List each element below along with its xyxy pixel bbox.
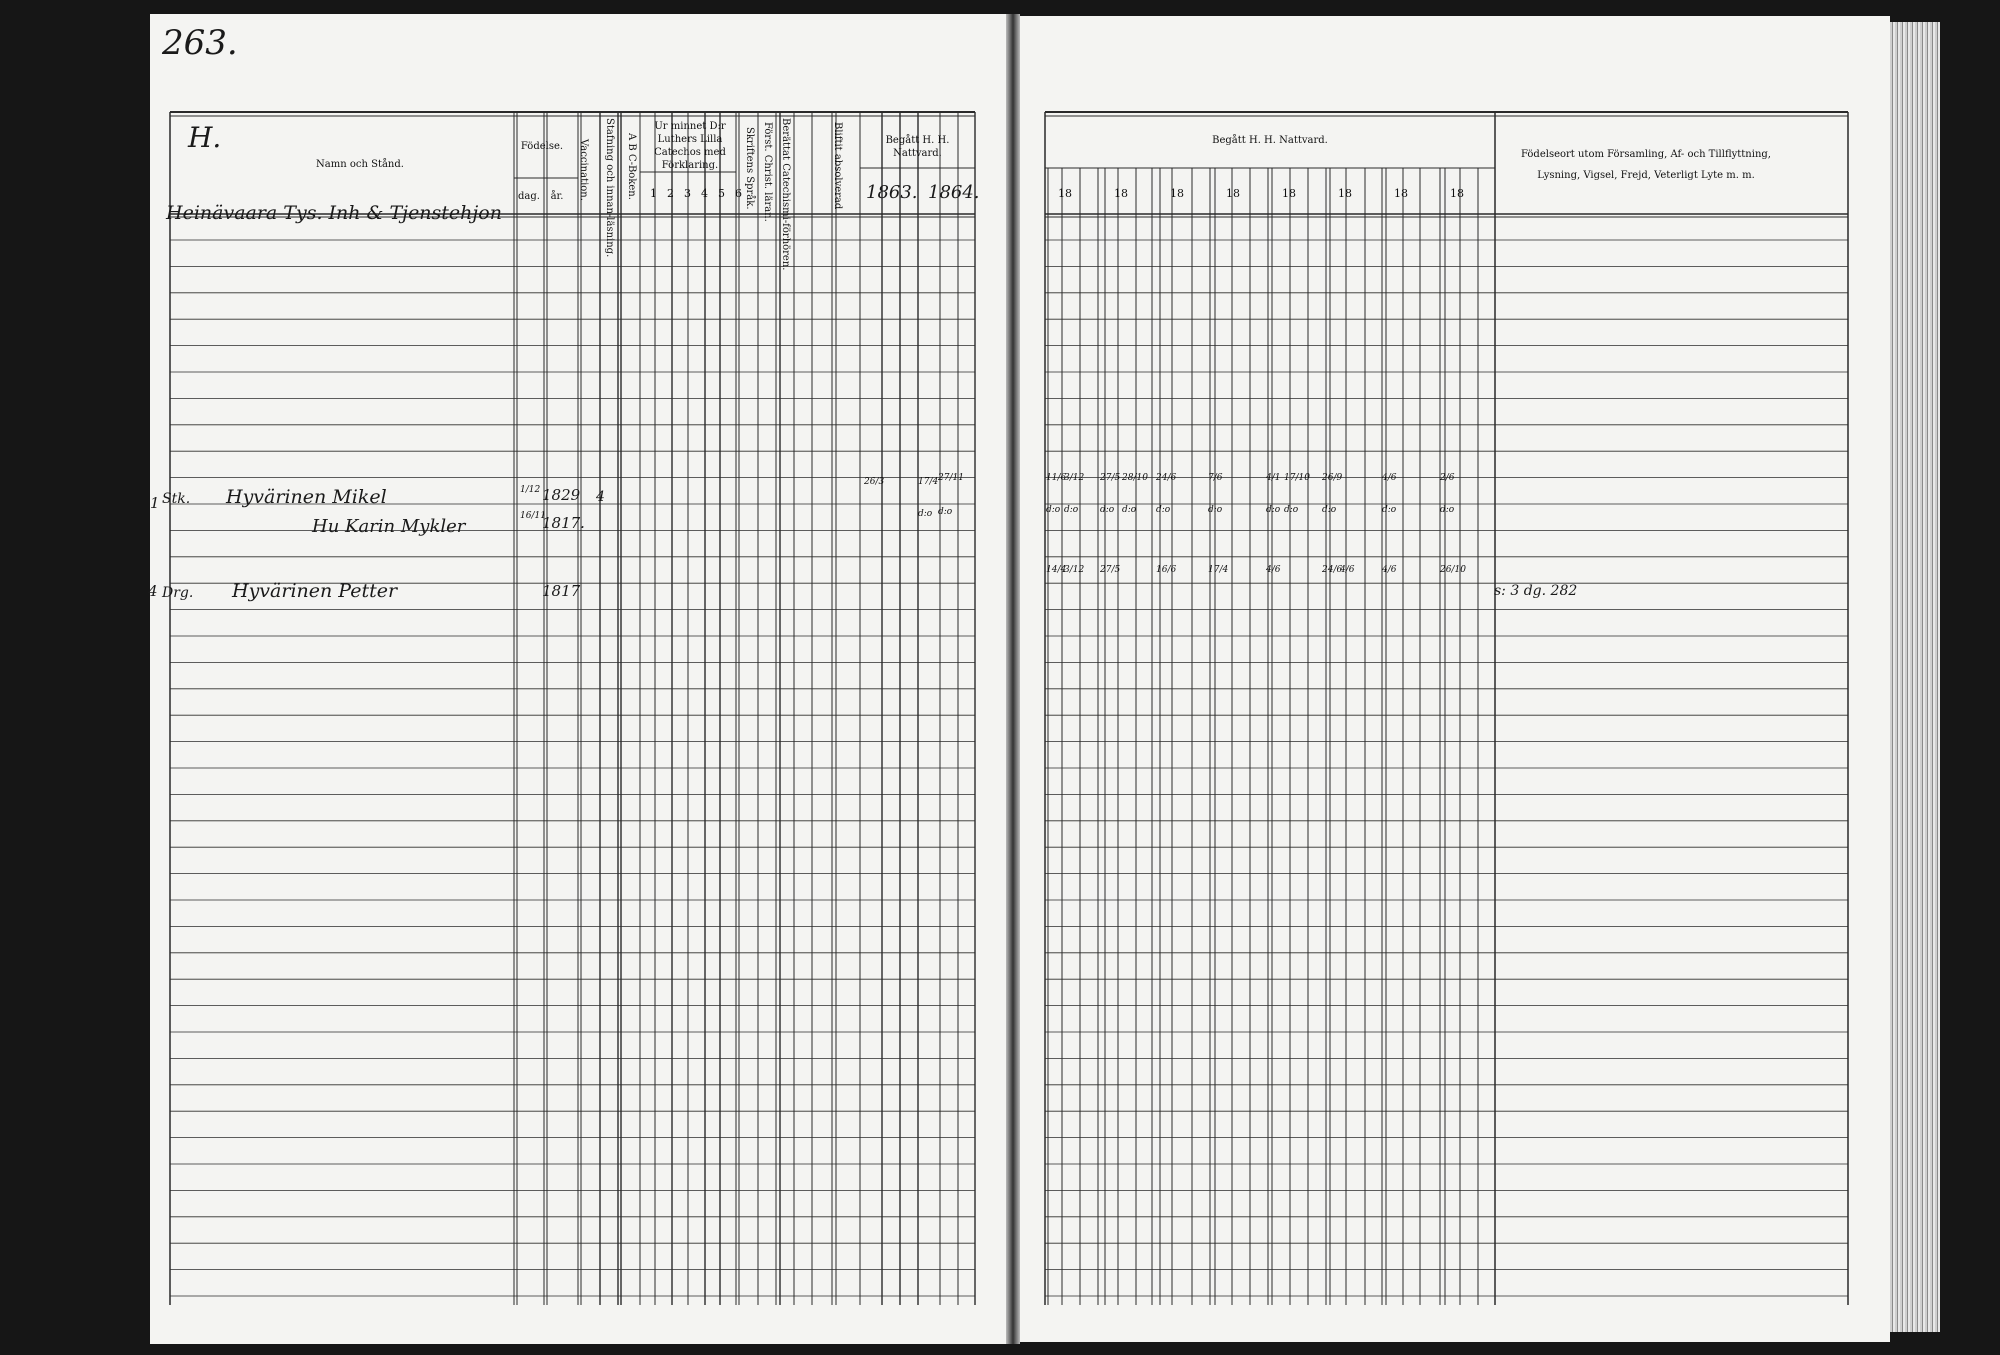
- entry-2-day: 16/11: [520, 511, 546, 521]
- header-name: Namn och Stånd.: [316, 159, 404, 170]
- right-entry-r1-c4: 28/10: [1122, 473, 1148, 483]
- header-absolved: Bliftit absolverad: [832, 122, 843, 210]
- right-entry-r3-c5: 16/6: [1156, 565, 1177, 575]
- header-communion-right: Begått H. H. Nattvard.: [1212, 135, 1328, 146]
- right-entry-r2-c7: d:o: [1208, 505, 1223, 515]
- right-entry-r1-c1: 11/6: [1046, 473, 1067, 483]
- right-entry-r3-c3: 27/5: [1100, 565, 1121, 575]
- year-prefix-1: 18: [1058, 187, 1072, 200]
- folio-number: 263.: [162, 23, 238, 63]
- header-communion-left: Begått H. H. Nattvard.: [885, 135, 950, 159]
- entry-1-name: Hyvärinen Mikel: [226, 486, 387, 508]
- year-prefix-8: 18: [1450, 187, 1464, 200]
- entry-1-comm-1864b: 27/11: [938, 473, 964, 483]
- header-birth-day: dag.: [518, 191, 540, 202]
- year-prefix-4: 18: [1226, 187, 1240, 200]
- right-entry-r3-c13: 4/6: [1382, 565, 1397, 575]
- year-prefix-6: 18: [1338, 187, 1352, 200]
- year-prefix-7: 18: [1394, 187, 1408, 200]
- right-entry-r3-c12: 4/6: [1340, 565, 1355, 575]
- header-birth: Födelse.: [520, 141, 564, 152]
- entry-1-mark: 1: [150, 494, 160, 512]
- header-catechism: Ur minnet D:r Luthers Lilla Catechos med Förklaring.: [654, 121, 726, 171]
- right-entry-r1-c15: 2/6: [1440, 473, 1455, 483]
- entry-1-comm-1863: 26/3: [864, 477, 885, 487]
- entry-3-name: Hyvärinen Petter: [232, 580, 398, 602]
- entry-2-name: Hu Karin Mykler: [312, 516, 466, 537]
- header-first-christ: Först. Christ. läran.: [762, 122, 773, 222]
- right-entry-r2-c3: d:o: [1100, 505, 1115, 515]
- right-entry-r2-c15: d:o: [1440, 505, 1455, 515]
- right-entry-r2-c2: d:o: [1064, 505, 1079, 515]
- catechism-col-3: 3: [684, 187, 691, 200]
- catechism-col-6: 6: [735, 187, 742, 200]
- right-entry-r1-c13: 4/6: [1382, 473, 1397, 483]
- year-prefix-5: 18: [1282, 187, 1296, 200]
- header-scripture: Skriftens Språk.: [744, 126, 755, 210]
- year-prefix-3: 18: [1170, 187, 1184, 200]
- catechism-col-4: 4: [701, 187, 708, 200]
- right-entry-r3-c11: 24/6: [1322, 565, 1343, 575]
- entry-1-year: 1829: [542, 486, 581, 504]
- right-entry-r3-c2: 3/12: [1064, 565, 1085, 575]
- header-abc-book: A B C-Boken.: [626, 132, 637, 200]
- right-entry-r2-c9: d:o: [1266, 505, 1281, 515]
- right-entry-r1-c7: 7/6: [1208, 473, 1223, 483]
- entry-1-day: 1/12: [520, 485, 541, 495]
- year-1864: 1864.: [928, 182, 980, 203]
- section-letter: H.: [188, 121, 222, 154]
- entry-2-comm-1864a: d:o: [918, 509, 933, 519]
- entry-3-title: Drg.: [162, 585, 194, 601]
- entry-2-year: 1817.: [542, 514, 585, 532]
- entry-3-mark: 4: [148, 582, 158, 600]
- right-entry-r3-c15: 26/10: [1440, 565, 1466, 575]
- right-entry-r2-c5: d:o: [1156, 505, 1171, 515]
- right-entry-r1-c3: 27/5: [1100, 473, 1121, 483]
- header-reading: Stafning och innan-läsning.: [604, 118, 615, 258]
- entry-2-comm-1864b: d:o: [938, 507, 953, 517]
- right-entry-r3-c9: 4/6: [1266, 565, 1281, 575]
- catechism-col-5: 5: [718, 187, 725, 200]
- right-entry-r3-c1: 14/4: [1046, 565, 1067, 575]
- header-remarks: Födelseort utom Församling, Af- och Tillflyttning, Lysning, Vigsel, Frejd, Veterligt Lyte m. m.: [1521, 149, 1771, 181]
- village-line: Heinävaara Tys. Inh & Tjenstehjon: [166, 202, 502, 224]
- right-entry-r1-c9: 4/1: [1266, 473, 1281, 483]
- right-entry-r1-c11: 26/9: [1322, 473, 1343, 483]
- right-entry-r2-c1: d:o: [1046, 505, 1061, 515]
- entry-1-title: Stk.: [162, 491, 191, 507]
- remark-row-3: s: 3 dg. 282: [1494, 583, 1578, 599]
- catechism-col-2: 2: [667, 187, 674, 200]
- right-entry-r3-c7: 17/4: [1208, 565, 1229, 575]
- year-prefix-2: 18: [1114, 187, 1128, 200]
- right-entry-r1-c10: 17/10: [1284, 473, 1310, 483]
- entry-1-vacc: 4: [596, 489, 605, 505]
- right-entry-r2-c10: d:o: [1284, 505, 1299, 515]
- right-entry-r2-c4: d:o: [1122, 505, 1137, 515]
- catechism-col-1: 1: [650, 187, 657, 200]
- header-catechism-book: Berättat Catechismi-förhören.: [780, 118, 791, 271]
- header-birth-year: år.: [550, 191, 564, 202]
- right-entry-r2-c13: d:o: [1382, 505, 1397, 515]
- entry-3-year: 1817: [542, 582, 581, 600]
- right-entry-r1-c2: 3/12: [1064, 473, 1085, 483]
- header-vaccination: Vaccination.: [578, 139, 589, 201]
- right-entry-r1-c5: 24/6: [1156, 473, 1177, 483]
- right-entry-r2-c11: d:o: [1322, 505, 1337, 515]
- entry-1-comm-1864a: 17/4: [918, 477, 939, 487]
- year-1863: 1863.: [866, 182, 918, 203]
